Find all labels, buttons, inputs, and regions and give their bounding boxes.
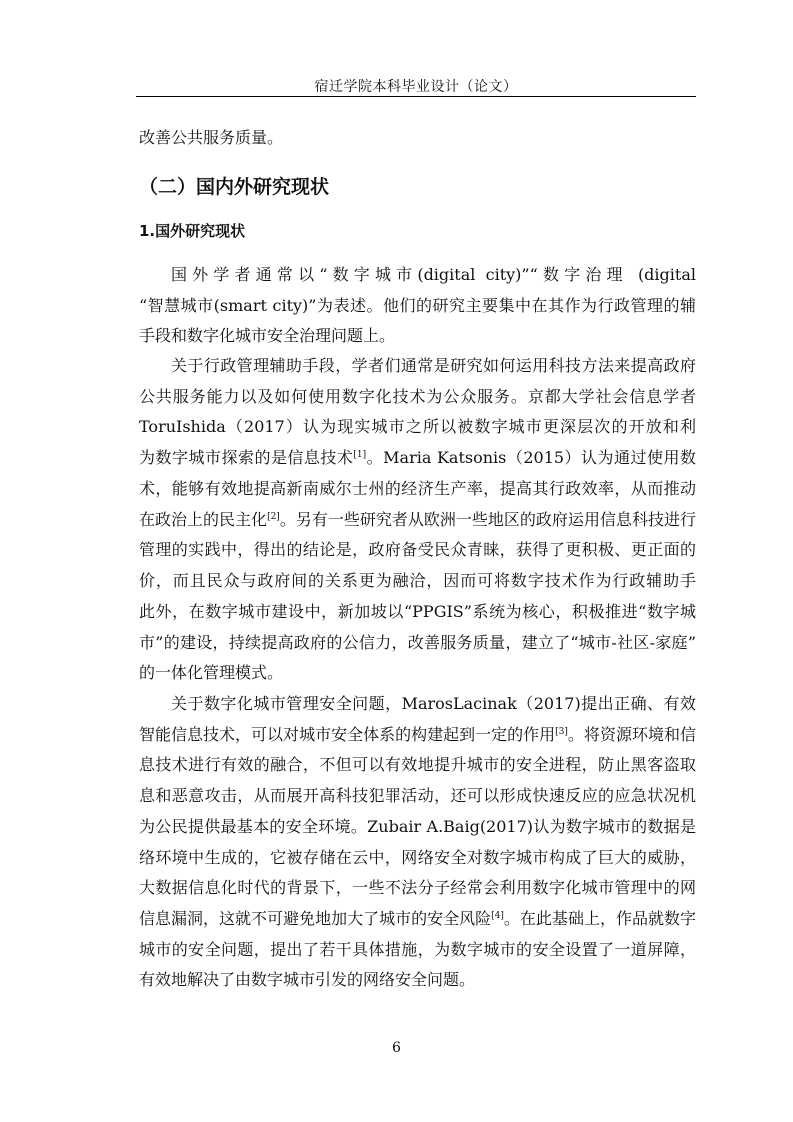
paragraph-line: 的一体化管理模式。 [139,663,284,682]
paragraph-line: 手段和数字化城市安全治理问题上。 [139,326,396,345]
citation-3[interactable]: [3] [555,727,568,737]
paragraph-line: ToruIshida（2017）认为现实城市之所以被数字城市更深层次的开放和利 [139,417,696,436]
paragraph-line: 此外，在数字城市建设中，新加坡以“PPGIS”系统为核心，积极推进“数字城 [139,602,696,621]
paragraph-line: 络环境中生成的，它被存储在云中，网络安全对数字城市构成了巨大的威胁， [139,848,696,867]
paragraph-line: 有效地解决了由数字城市引发的网络安全问题。 [139,970,476,989]
header-title: 宿迁学院本科毕业设计（论文） [314,79,518,95]
header-divider [136,96,696,97]
paragraph-line: 公共服务能力以及如何使用数字化技术为公众服务。京都大学社会信息学者 [139,387,696,406]
line-0: 改善公共服务质量。 [139,128,284,147]
paragraph-line: 息和恶意攻击，从而展开高科技犯罪活动，还可以形成快速反应的应急状况机 [139,786,696,805]
paragraph-line: 关于数字化城市管理安全问题，MarosLacinak（2017)提出正确、有效 [171,694,696,713]
paragraph-line: 息技术进行有效的融合，不但可以有效地提升城市的安全进程，防止黑客盗取 [139,755,696,774]
paragraph-line: 在政治上的民主化[2]。另有一些研究者从欧洲一些地区的政府运用信息科技进行 [139,510,696,529]
paragraph-line: 城市的安全问题，提出了若干具体措施，为数字城市的安全设置了一道屏障， [139,940,696,959]
paragraph-line: 国外学者通常以“数字城市(digital city)”“数字治理 (digital [171,265,696,284]
paragraph-line: 价，而且民众与政府间的关系更为融洽，因而可将数字技术作为行政辅助手 [139,571,696,590]
paragraph-line: 大数据信息化时代的背景下，一些不法分子经常会利用数字化城市管理中的网 [139,878,696,897]
paragraph-line: 关于行政管理辅助手段，学者们通常是研究如何运用科技方法来提高政府 [171,356,696,375]
paragraph-line: 术，能够有效地提高新南威尔士州的经济生产率，提高其行政效率，从而推动 [139,479,696,498]
citation-1[interactable]: [1] [353,450,367,460]
section-heading: （二）国内外研究现状 [139,176,330,198]
paragraph-line: 为数字城市探索的是信息技术[1]。Maria Katsonis（2015）认为通过使用数 [139,448,696,467]
paragraph-line: 管理的实践中，得出的结论是，政府备受民众青睐，获得了更积极、更正面的 [139,540,696,559]
paragraph-line: 为公民提供最基本的安全环境。Zubair A.Baig(2017)认为数字城市的数据是 [139,817,696,836]
page-number: 6 [392,1040,401,1056]
citation-2[interactable]: [2] [267,512,280,522]
paragraph-line: 信息漏洞，这就不可避免地加大了城市的安全风险[4]。在此基础上，作品就数字 [139,909,696,928]
paragraph-line: “智慧城市(smart city)”为表述。他们的研究主要集中在其作为行政管理的辅 [139,296,696,315]
citation-4[interactable]: [4] [491,911,504,921]
subsection-heading: 1.国外研究现状 [139,222,246,240]
paragraph-line: 智能信息技术，可以对城市安全体系的构建起到一定的作用[3]。将资源环境和信 [139,725,696,744]
paragraph-line: 市”的建设，持续提高政府的公信力，改善服务质量，建立了“城市-社区-家庭” [139,633,696,652]
